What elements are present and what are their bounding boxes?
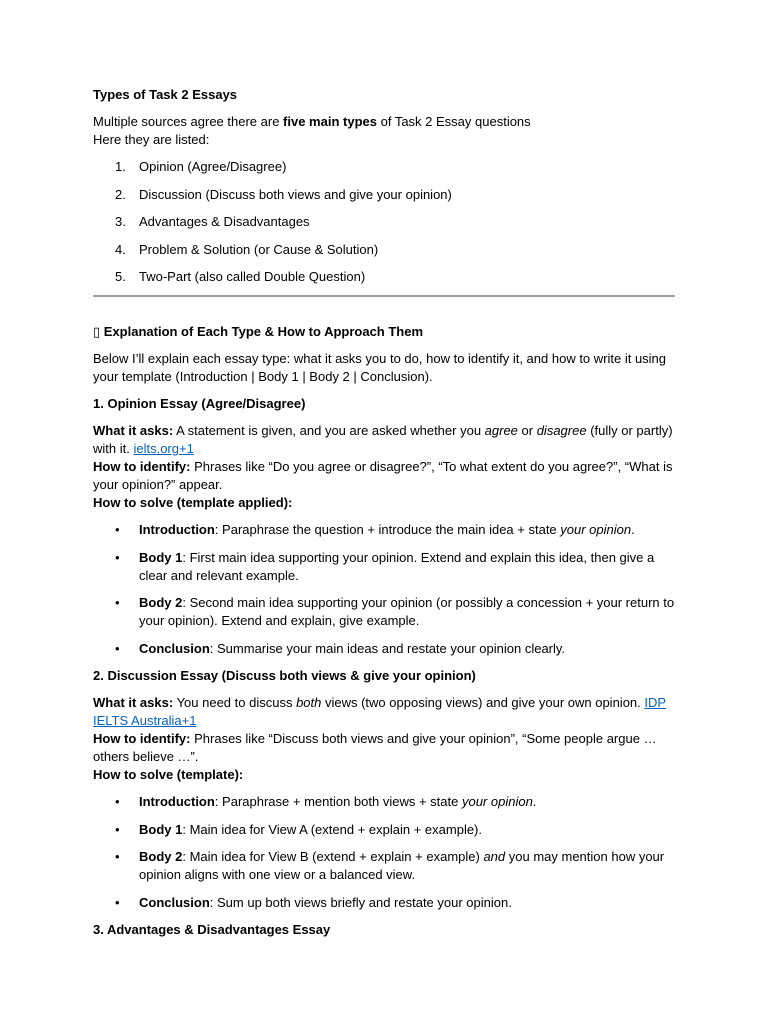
idp-ielts-link[interactable]: IDP IELTS Australia+1 <box>93 695 667 728</box>
discussion-identify: How to identify: Phrases like “Discuss both views and give your opinion”, “Some people argue … others believe …”. <box>93 731 657 764</box>
essay-types-list <box>93 158 675 286</box>
list-item: • Introduction: Paraphrase + mention both views + state your opinion. <box>93 793 675 811</box>
missing-glyph-icon: ▯ <box>93 324 101 339</box>
opinion-asks: What it asks: A statement is given, and you are asked whether you agree or disagree (fully or partly) with it. ielts.org+1 <box>93 423 673 456</box>
advantages-heading: 3. Advantages & Disadvantages Essay <box>93 922 331 937</box>
list-item: • Conclusion: Sum up both views briefly and restate your opinion. <box>93 894 675 912</box>
list-item: 4. Problem & Solution (or Cause & Solution) <box>115 241 379 257</box>
list-item: • Body 2: Main idea for View B (extend + explain + example) and you may mention how your opinion aligns with one view or a balanced view. <box>93 848 675 884</box>
discussion-heading: 2. Discussion Essay (Discuss both views & give your opinion) <box>93 668 476 683</box>
discussion-solve-label: How to solve (template): <box>93 767 244 782</box>
list-item: • Conclusion: Summarise your main ideas and restate your opinion clearly. <box>93 640 675 658</box>
opinion-solve-label: How to solve (template applied): <box>93 495 293 510</box>
list-item: • Body 1: First main idea supporting your opinion. Extend and explain this idea, then give a clear and relevant example. <box>93 549 675 585</box>
discussion-bullets <box>93 793 675 912</box>
list-item: 5. Two-Part (also called Double Question) <box>115 269 366 284</box>
list-item: • Body 1: Main idea for View A (extend + explain + example). <box>93 821 675 839</box>
intro-listed: Here they are listed: <box>93 132 210 147</box>
document-page <box>93 86 675 939</box>
discussion-asks: What it asks: You need to discuss both views (two opposing views) and give your own opinion. IDP IELTS Australia+1 <box>93 695 667 728</box>
list-item: 3. Advantages & Disadvantages <box>115 214 310 229</box>
list-item: • Body 2: Second main idea supporting your opinion (or possibly a concession + your return to your opinion). Extend and explain, give example. <box>93 594 675 630</box>
opinion-bullets <box>93 521 675 658</box>
list-item: 2. Discussion (Discuss both views and give your opinion) <box>115 186 452 202</box>
list-item: 1. Opinion (Agree/Disagree) <box>115 159 287 174</box>
list-item: • Introduction: Paraphrase the question + introduce the main idea + state your opinion. <box>93 521 675 539</box>
opinion-identify: How to identify: Phrases like “Do you agree or disagree?”, “To what extent do you agree?”, “What is your opinion?” appear. <box>93 459 673 492</box>
opinion-heading: 1. Opinion Essay (Agree/Disagree) <box>93 396 306 411</box>
ielts-org-link[interactable]: ielts.org+1 <box>133 441 194 456</box>
explanation-heading: ▯ Explanation of Each Type & How to Approach Them <box>93 324 424 339</box>
explanation-body: Below I’ll explain each essay type: what it asks you to do, how to identify it, and how to write it using your template (Introduction | Body 1 | Body 2 | Conclusion). <box>93 351 667 384</box>
intro-paragraph: Multiple sources agree there are five main types of Task 2 Essay questions <box>93 114 531 129</box>
document-title: Types of Task 2 Essays <box>93 87 238 102</box>
